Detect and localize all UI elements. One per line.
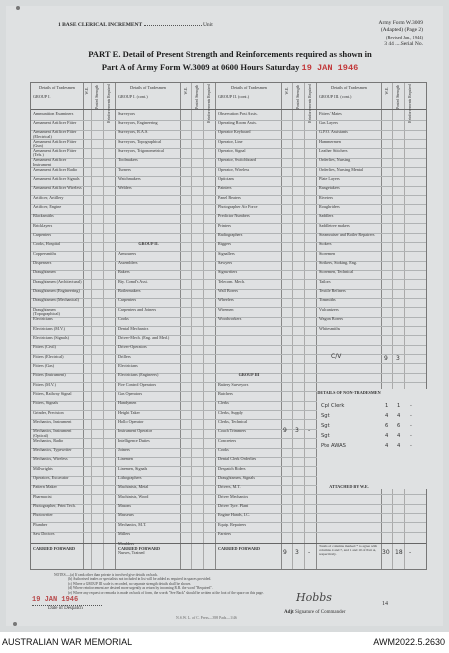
trade-cell: Watchmakers [118,176,141,181]
trade-cell: Woodworkers [218,317,242,322]
trade-cell: Fitters (Instrument) [33,373,66,378]
caption-right: AWM2022.5.2630 [373,637,445,647]
non-tradesman-posted: 4 [397,433,401,439]
trade-cell: Nurses, Trained [118,550,145,555]
trade-cell: Telecom. Mech. [218,279,246,284]
trade-cell: Concreters [218,438,237,443]
trade-cell: Storemen, Technical [319,270,354,275]
trade-cell: Fitters' Mates [319,111,342,116]
unit-line [58,22,213,28]
title-line-2: Part A of Army Form W.3009 at 0600 Hours Saturday 19 JAN 1946 [101,62,359,73]
despatch-label: Date of Despatch [48,606,83,611]
trade-cell: Gas Operators [118,391,143,396]
trade-cell: Clerks, Technical [218,419,248,424]
non-tradesman-we: 1 [385,403,389,409]
non-tradesmen-block [317,389,427,489]
trade-cell: Mechanics, Instrument [33,419,72,424]
we-header-2: W.E. [184,87,188,95]
trade-cell: Mechanics, M.T. [118,522,147,527]
clerks-dash: - [308,427,311,434]
reinf-header-4: Reinforcements Required [408,84,412,123]
trade-cell: Grinder, Precision [33,410,64,415]
trade-cell: Printers [218,223,232,228]
trade-cell: Sawyers [218,261,233,266]
trade-cell: Armament Artificer Fitter [33,120,77,125]
form-adapted: (Adapted) (Page 2) [380,27,423,33]
pin-hole [16,6,20,10]
trade-cell: GROUP II. [138,242,159,247]
trade-cell: Intelligence Duties [118,438,150,443]
trade-cell: Electricians [33,317,53,322]
trade-cell: Fitters (Civil) [33,345,56,350]
trade-cell: Driver-Mech. (Eng. and Med.) [118,335,170,340]
we-header-4: W.E. [385,87,389,95]
trade-cell: Butchers [218,391,233,396]
serial-line: 3 44 ....Serial No. [384,41,423,47]
trade-cell: Carpenters [33,233,52,238]
non-tradesman-label: Sgt [321,433,330,439]
trade-cell: Orderlies, Nursing Mental [319,167,364,172]
trade-cell: Drivers, M.T. [218,485,241,490]
trade-cell: Clerks, Supply [218,410,243,415]
posted-header-2: Posted Strength [195,85,199,109]
trade-cell: Lithographers [118,476,142,481]
trade-cell: Battery Surveyors [218,382,249,387]
carried-4-dash: - [409,549,412,556]
trade-cell: Surveyors [118,111,135,116]
trade-cell: Riggers [218,242,232,247]
non-tradesmen-title: DETAILS OF NON-TRADESMEN [317,390,381,395]
trade-cell: Armament Artificer Instrument [33,158,67,167]
non-tradesman-we: 6 [385,423,389,429]
trade-cell: Leather Stitchers [319,148,348,153]
trade-cell: Surveyors, Trigonometrical [118,148,165,153]
col2-header: Details of Tradesmen GROUP I. (cont.) [118,85,166,99]
non-tradesman-posted: 1 [397,403,401,409]
trade-cell: Instrument Operator [118,429,153,434]
trade-cell: Mechanics, Typewriter [33,448,72,453]
form-number: Army Form W.3009 [378,20,423,26]
trade-cell: Artificer, Engine [33,204,62,209]
non-tradesman-we: 4 [385,443,389,449]
non-tradesman-label: Sgt [321,423,330,429]
trade-cell: Observation Post Assts. [218,111,258,116]
we-header-3: W.E. [285,87,289,95]
non-tradesman-reinf: - [410,423,412,429]
trade-cell: Toolmakers [118,158,138,163]
trade-cell: Drillers [118,354,131,359]
trade-cell: Masseurs [118,513,134,518]
trade-cell: Fire Control Operators [118,382,157,387]
trade-cell: Panel Beaters [218,195,241,200]
trade-cell: Painters [218,186,232,191]
trade-cell: Height Taker [118,410,140,415]
trade-cell: Boilermakers [118,289,141,294]
trade-cell: Millers [118,532,131,537]
carried-3-posted: 3 [295,549,299,556]
form-number-block [379,20,423,48]
trade-cell: Machinists, Metal [118,485,149,490]
trade-cell: Signwriters [218,270,238,275]
trade-cell: Fitters, Railway Signal [33,391,72,396]
trade-cell: Cooks [118,317,129,322]
trade-cell: Draughtsmen (Mechanical) [33,298,79,303]
non-tradesman-reinf: - [410,433,412,439]
pin-hole [13,622,17,626]
trade-cell: Predictor Numbers [218,214,250,219]
trade-cell: Dispensers [33,261,52,266]
trade-cell: Equip. Repairers [218,522,247,527]
trade-cell: Despatch Riders [218,466,246,471]
trade-cell: Whitesmiths [319,326,341,331]
trade-cell: Dental Mechanics [118,326,149,331]
trade-cell: Operator, Wireless [218,167,250,172]
trade-cell: Orderlies, Nursing [319,158,351,163]
trade-cell: Armament Artificer Signals [33,176,80,181]
trade-cell: Photowriter [33,513,53,518]
trade-cell: Cooks, Hospital [33,242,60,247]
trade-cell: Tailors [319,279,331,284]
signature-line: Adjt Signature of Commander [284,610,346,615]
unit-suffix: Unit [202,22,213,28]
trade-cell: Millwrights [33,466,53,471]
trade-cell: Engine Hands, I.C. [218,513,250,518]
trade-cell: Steamraiser and Boiler Repairers [319,233,375,238]
trade-cell: Operator Keyboard [218,130,251,135]
trade-cell: Armament Artificer Wireless [33,186,82,191]
col3-header: Details of Tradesmen GROUP II. (cont.) [218,85,267,99]
trade-cell: Fitters, Signals [33,401,59,406]
trade-cell: Plate Layers [319,176,340,181]
trade-cell: Pattern Maker [33,485,57,490]
trade-cell: Joiners [118,448,130,453]
non-tradesman-posted: 4 [397,443,401,449]
trade-cell: Armament Artificer Fitter (Tels.) [33,148,77,158]
reinf-header-3: Reinforcements Required [308,84,312,123]
trade-cell: Radiographers [218,233,243,238]
trade-cell: Saddletree makers [319,223,350,228]
trade-cell: Ammunition Examiners [33,111,74,116]
col1-header: Details of Tradesmen GROUP I. [33,85,75,99]
totals-note: Totals of columns marked * to agree with columns 4 and 7, and 1 and 10 of Part A, respectively. [319,545,378,556]
trade-cell: Signallers [218,251,235,256]
army-form-sheet [6,6,443,626]
cv-we: 9 [384,355,388,362]
trade-cell: Wiremen [218,307,234,312]
trade-cell: Storemen [319,251,336,256]
trade-cell: Saw Doctors [33,532,55,537]
trade-cell: Operator, Signal [218,148,246,153]
strength-table [30,82,427,570]
trade-cell: Stokers [319,242,332,247]
trade-cell: Electricians (M.V.) [33,326,65,331]
caption-left: AUSTRALIAN WAR MEMORIAL [2,637,133,647]
trade-cell: Operators, Excavator [33,476,69,481]
trade-cell: Farriers [218,532,232,537]
trade-cell: Operator, Line [218,139,243,144]
trade-cell: Assemblers [118,261,138,266]
trade-cell: Vulcanizers [319,307,339,312]
signature: Hobbs [296,591,332,604]
non-tradesman-label: Cpl Clerk [321,403,345,409]
trade-cell: Mechanics, Instrument (Optical) [33,429,72,438]
trade-cell: Rangetakers [319,186,340,191]
trade-cell: Surveyors, Engineering [118,120,158,125]
trade-cell: Operating Room Assts. [218,120,257,125]
trade-cell: Welders [118,186,132,191]
clerks-posted: 3 [295,427,299,434]
trade-cell: Turners [118,167,131,172]
carried-label-2: CARRIED FORWARD [118,547,161,551]
date-stamp: 19 JAN 1946 [301,63,359,73]
trade-cell: Bty. Comd's Asst. [118,279,148,284]
trade-cell: Wall Borers [218,289,239,294]
trade-cell: Artificer, Artillery [33,195,64,200]
trade-cell: Saddlers [319,214,334,219]
trade-cell: Gas Layers [319,120,338,125]
posted-header-3: Posted Strength [296,85,300,109]
trade-cell: Bakers [118,270,130,275]
carried-3-dash: - [308,549,311,556]
trade-cell: Opticians [218,176,235,181]
trade-cell: Carpenters and Joiners [118,307,157,312]
trade-cell: Electricians (Engineers) [118,373,159,378]
trade-cell: Mechanics, Wireless [33,457,68,462]
col4-header: Details of Tradesmen GROUP III. (cont.) [319,85,367,99]
trade-cell: Bricklayers [33,223,53,228]
trade-cell: Cooks [218,448,229,453]
non-tradesman-reinf: - [410,413,412,419]
trade-cell: Driver Mechanics [218,494,249,499]
trade-cell: Operator, Switchboard [218,158,256,163]
trade-cell: Dental Clerk Orderlies [218,457,257,462]
trade-cell: Plumber [33,522,48,527]
trade-cell: Strikers, Stoking, Eng. [319,261,358,266]
trade-cell: Fitters (Gas) [33,363,55,368]
trade-cell: Roughriders [319,204,340,209]
trade-cell: Tinsmiths [319,298,336,303]
posted-header-4: Posted Strength [396,85,400,109]
trade-cell: Riveters [319,195,333,200]
non-tradesman-posted: 6 [397,423,401,429]
non-tradesman-we: 4 [385,433,389,439]
reinf-header-1: Reinforcements Required [107,84,111,123]
printer-line: N.S.W. L. of C. Press—398 Pads—1/46 [176,616,237,620]
trade-cell: Draughtsmen [33,270,56,275]
trade-cell: Electricians (Signals) [33,335,69,340]
trade-cell: G.P.O. Assistants [319,130,348,135]
trade-cell: Coppersmiths [33,251,57,256]
cv-label: C/V [331,353,342,360]
trade-cell: Fitters (M.V.) [33,382,56,387]
attached-title: ATTACHED BY W.E. [329,484,369,489]
unit-name: 1 BASE CLERICAL INCREMENT [58,22,143,28]
trade-cell: Handymen [118,401,137,406]
trade-cell: Clerks [218,401,229,406]
trade-cell: Blacksmiths [33,214,54,219]
trade-cell: Hollo Operator [118,419,144,424]
trade-cell: Driver Tyre. Plant [218,504,249,509]
trade-cell: Photographer Air Force [218,204,258,209]
non-tradesman-reinf: - [410,443,412,449]
trade-cell: Masons [118,504,132,509]
trade-cell: Mechanics, Radio [33,438,64,443]
non-tradesman-label: Sgt [321,413,330,419]
we-header-1: W.E. [85,87,89,95]
trade-cell: Draughtsmen (Engineering) [33,289,80,294]
trade-cell: Coach Trimmers [218,429,247,434]
carried-label-1: CARRIED FORWARD [33,547,76,551]
trade-cell: Pharmacist [33,494,52,499]
carried-label-3: CARRIED FORWARD [218,547,261,551]
trade-cell: Electricians [118,363,138,368]
trade-cell: Surveyors, Topographical [118,139,162,144]
non-tradesman-we: 4 [385,413,389,419]
trade-cell: Moulders [118,541,135,546]
part-e-title [50,48,410,75]
non-tradesman-reinf: - [410,403,412,409]
serial-value: 3 44 [384,41,394,47]
trade-cell: Fitters (Electrical) [33,354,64,359]
carried-3-we: 9 [283,549,287,556]
form-revised: (Revised Jan., 1944) [386,35,423,40]
trade-cell: Hammermen [319,139,341,144]
reinf-header-2: Reinforcements Required [207,84,211,123]
notes-block: NOTES.—(a) If rank other than private is involved give details on back. (b) Authorised trades or specialists not included in list will be added as required in spaces provided. (c) Where a GROUP III scale is recorded, no separate strength details shall be shown. (d) Where reinforcement are desired more urgently as return by incoming R.R. the word "Required". (e) Where any request or remarks is made on back of form, the words "See Back" should be written at the foot of the space on this page. [54,573,264,595]
despatch-stamp: 19 JAN 1946 [32,596,79,604]
posted-header-1: Posted Strength [95,85,99,109]
trade-cell: Driver-Operators [118,345,147,350]
trade-cell: Linemen [118,457,133,462]
sign-suffix: 14 [382,601,388,607]
trade-cell: Photographer, Print Tech. [33,504,76,509]
serial-label: Serial No. [400,41,423,47]
trade-cell: Armourers [118,251,137,256]
trade-cell: Draughtsmen, Signals [218,476,255,481]
trade-cell: Draughtsmen (Architectural) [33,279,82,284]
caption-bar [0,632,449,653]
trade-cell: GROUP III [238,373,260,378]
trade-cell: Armament Artificer Radio [33,167,78,172]
trade-cell: Draughtsmen (Topographical) [33,307,60,317]
trade-cell: Linemen, Signals [118,466,148,471]
trade-cell: Carpenters [118,298,137,303]
non-tradesman-posted: 4 [397,413,401,419]
cv-posted: 3 [396,355,400,362]
trade-cell: Wagon Borers [319,317,343,322]
title-line-1: PART E. Detail of Present Strength and Reinforcements required as shown in [88,49,372,59]
trade-cell: Surveyors, R.A.S. [118,130,149,135]
clerks-we: 9 [283,427,287,434]
trade-cell: Wheelers [218,298,234,303]
trade-cell: Machinists, Wood [118,494,149,499]
despatch-block [32,596,102,611]
trade-cell: Armament Artificer Fitter (Gun) [33,139,77,149]
non-tradesman-label: Pte AWAS [321,443,346,449]
trade-cell: Textile Refiners [319,289,346,294]
carried-4-we: 30 [382,549,390,556]
carried-4-posted: 18 [395,549,403,556]
trade-cell: Armament Artificer Fitter (Electrical) [33,130,77,139]
